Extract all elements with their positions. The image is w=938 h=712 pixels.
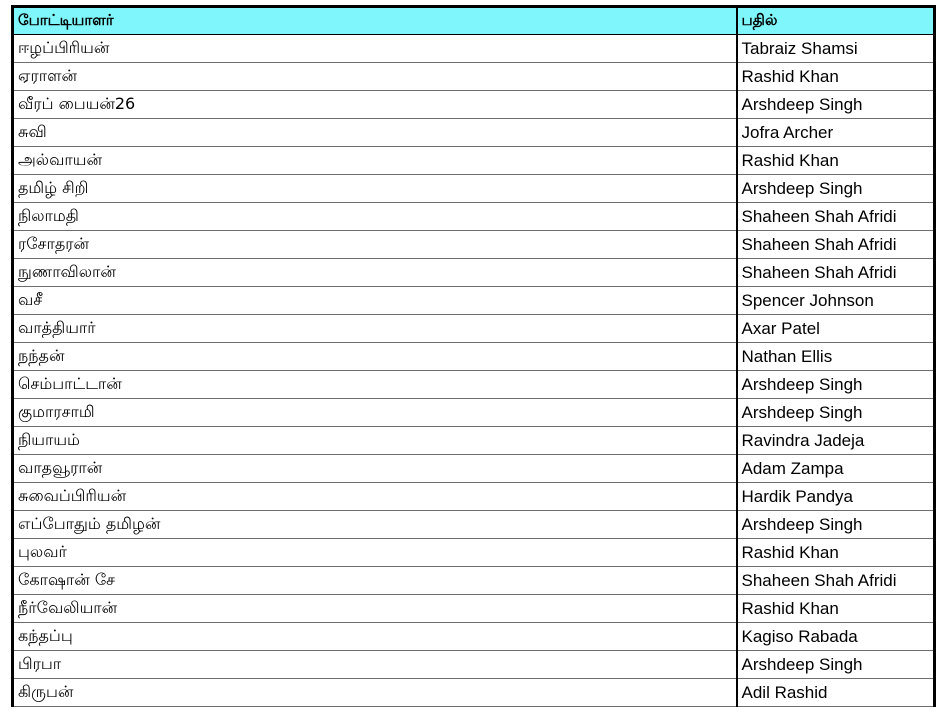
table-row <box>13 399 935 427</box>
answer-cell: Shaheen Shah Afridi <box>737 203 935 231</box>
contestant-name-cell: ஈழப்பிரியன் <box>13 35 737 63</box>
answer-cell: Arshdeep Singh <box>737 175 935 203</box>
answer-cell: Axar Patel <box>737 315 935 343</box>
contestant-name-cell: நந்தன் <box>13 343 737 371</box>
table-row <box>13 427 935 455</box>
table-row <box>13 287 935 315</box>
table-row <box>13 119 935 147</box>
table-row <box>13 483 935 511</box>
table-row <box>13 371 935 399</box>
table-row <box>13 259 935 287</box>
contestant-name-cell: நீர்வேலியான் <box>13 595 737 623</box>
header-row <box>13 7 935 35</box>
contestant-name-cell: கிருபன் <box>13 679 737 707</box>
table-row <box>13 231 935 259</box>
answer-cell: Kagiso Rabada <box>737 623 935 651</box>
contestant-name-cell: வீரப் பையன்26 <box>13 91 737 119</box>
answer-cell: Arshdeep Singh <box>737 651 935 679</box>
answer-cell: Ravindra Jadeja <box>737 427 935 455</box>
answer-cell: Rashid Khan <box>737 63 935 91</box>
contestant-name-cell: புலவர் <box>13 539 737 567</box>
contestant-name-cell: தமிழ் சிறி <box>13 175 737 203</box>
answer-cell: Rashid Khan <box>737 595 935 623</box>
table-row <box>13 539 935 567</box>
contestant-name-cell: சுவைப்பிரியன் <box>13 483 737 511</box>
table-row <box>13 175 935 203</box>
table-row <box>13 623 935 651</box>
answer-cell: Arshdeep Singh <box>737 399 935 427</box>
contestant-name-cell: வசீ <box>13 287 737 315</box>
table-row <box>13 91 935 119</box>
answer-cell: Rashid Khan <box>737 147 935 175</box>
contestant-name-cell: குமாரசாமி <box>13 399 737 427</box>
table-row <box>13 511 935 539</box>
table-row <box>13 567 935 595</box>
table-row <box>13 147 935 175</box>
contestant-name-cell: அல்வாயன் <box>13 147 737 175</box>
contestant-name-cell: ரசோதரன் <box>13 231 737 259</box>
table-row <box>13 595 935 623</box>
answer-cell: Adil Rashid <box>737 679 935 707</box>
table-row <box>13 679 935 707</box>
answer-cell: Arshdeep Singh <box>737 511 935 539</box>
table-row <box>13 343 935 371</box>
answer-cell: Arshdeep Singh <box>737 371 935 399</box>
contestant-name-cell: நுணாவிலான் <box>13 259 737 287</box>
contestant-name-cell: கந்தப்பு <box>13 623 737 651</box>
answer-cell: Shaheen Shah Afridi <box>737 259 935 287</box>
answer-cell: Jofra Archer <box>737 119 935 147</box>
answer-cell: Hardik Pandya <box>737 483 935 511</box>
contestant-name-cell: நியாயம் <box>13 427 737 455</box>
answer-cell: Adam Zampa <box>737 455 935 483</box>
table-row <box>13 315 935 343</box>
contestant-name-cell: பிரபா <box>13 651 737 679</box>
answer-cell: Arshdeep Singh <box>737 91 935 119</box>
answer-cell: Tabraiz Shamsi <box>737 35 935 63</box>
contestant-name-cell: ஏராளன் <box>13 63 737 91</box>
answer-cell: Shaheen Shah Afridi <box>737 231 935 259</box>
contestant-name-cell: எப்போதும் தமிழன் <box>13 511 737 539</box>
answer-cell: Rashid Khan <box>737 539 935 567</box>
results-table <box>11 5 936 707</box>
table-row <box>13 203 935 231</box>
table-row <box>13 455 935 483</box>
answer-cell: Spencer Johnson <box>737 287 935 315</box>
table-row <box>13 63 935 91</box>
contestant-name-cell: சுவி <box>13 119 737 147</box>
contestant-column-header: போட்டியாளர் <box>13 7 737 35</box>
contestant-name-cell: நிலாமதி <box>13 203 737 231</box>
answer-cell: Nathan Ellis <box>737 343 935 371</box>
answer-column-header: பதில் <box>737 7 935 35</box>
table-row <box>13 651 935 679</box>
contestant-name-cell: கோஷான் சே <box>13 567 737 595</box>
contestant-name-cell: வாத்தியார் <box>13 315 737 343</box>
contestant-name-cell: செம்பாட்டான் <box>13 371 737 399</box>
answer-cell: Shaheen Shah Afridi <box>737 567 935 595</box>
table-body <box>13 35 935 707</box>
contestant-name-cell: வாதவூரான் <box>13 455 737 483</box>
table-row <box>13 35 935 63</box>
